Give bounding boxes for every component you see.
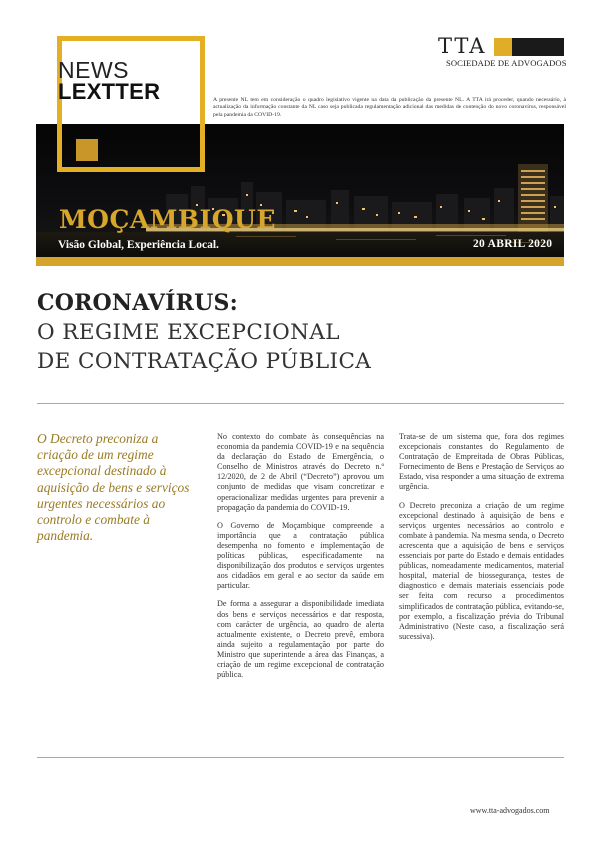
paragraph: De forma a assegurar a disponibilidade imediata dos bens e serviços necessários e dar resposta, com carácter de urgência, ao quadro de alerta actualmente existente, o Decreto prevê, embora ainda sujeito a regulamentação por parte do Ministro que superintende a área das Finanças, a criação de um regime excepcional de contratação pública. <box>217 599 384 680</box>
brand-wordmark: TTA <box>438 34 487 58</box>
article-title-line-2: O REGIME EXCEPCIONAL <box>37 320 340 345</box>
issue-date: 20 ABRIL 2020 <box>473 238 553 250</box>
paragraph: No contexto do combate às consequências na economia da pandemia COVID-19 e na sequência da declaração do Estado de Emergência, o Conselho de Ministros através do Decreto n.º 12/2020, de 2 de Abril (“Decreto”) aprovou um conjunto de medidas que visam concretizar e operacionalizar medidas urgentes para prevenir a propagação da pandemia do COVID-19. <box>217 432 384 512</box>
article-title-line-3: DE CONTRATAÇÃO PÚBLICA <box>37 349 372 374</box>
banner-gold-bar <box>36 257 564 266</box>
divider-bottom <box>37 757 564 758</box>
tagline: Visão Global, Experiência Local. <box>58 239 219 251</box>
article-title-line-1: CORONAVÍRUS: <box>37 290 238 316</box>
brand-subtitle: SOCIEDADE DE ADVOGADOS <box>446 58 567 68</box>
article-column-1 <box>217 432 384 688</box>
logo-square-icon <box>76 139 98 161</box>
newsletter-logo-news: NEWS <box>58 57 129 83</box>
paragraph: Trata-se de um sistema que, fora dos regimes excepcionais constantes do Regulamento de Contratação de Empreitada de Obras Públicas, Fornecimento de Bens e Prestação de Serviços ao Estado, visa responder a uma situação de extrema urgência. <box>399 432 564 492</box>
disclaimer-text: A presente NL tem em consideração o quadro legislativo vigente na data da publicação da presente NL. A TTA irá proceder, quando necessário, à actualização da informação constante da NL caso seja publicada regulamentação adicional das medidas de contenção do novo coronavírus, responsável pela pandemia da COVID-19. <box>213 97 566 118</box>
article-column-2 <box>399 432 564 650</box>
brand-gold-square <box>494 38 512 56</box>
paragraph: O Governo de Moçambique compreende a importância que a contratação pública desempenha no fomento e implementação de políticas públicas, especificadamente na disponibilização dos produtos e serviços urgentes aos cidadãos em geral e ao sector da saúde em particular. <box>217 520 384 591</box>
paragraph: O Decreto preconiza a criação de um regime excepcional destinado à aquisição de bens e serviços urgentes necessários ao controlo e combate à pandemia. Na mesma senda, o Decreto acrescenta que a aquisição de bens e serviços essenciais por parte do Estado e demais entidades públicas, nomeadamente medicamentos, material hospital, material de biossegurança, testes de diagnostico e demais materiais essenciais pode ser feita com recurso a procedimentos simplificados de contratação pública, evitando-se, por exemplo, a fiscalização prévia do Tribunal Administrativo (Neste caso, a fiscalização será sucessiva). <box>399 500 564 641</box>
newsletter-logo-lextter: LEXTTER <box>58 79 161 104</box>
pull-quote: O Decreto preconiza a criação de um regime excepcional destinado à aquisição de bens e serviços urgentes necessários ao controlo e combate à pandemia. <box>37 431 190 544</box>
website-link[interactable]: www.tta-advogados.com <box>470 806 550 815</box>
divider-top <box>37 403 564 404</box>
country-title: MOÇAMBIQUE <box>59 205 276 234</box>
